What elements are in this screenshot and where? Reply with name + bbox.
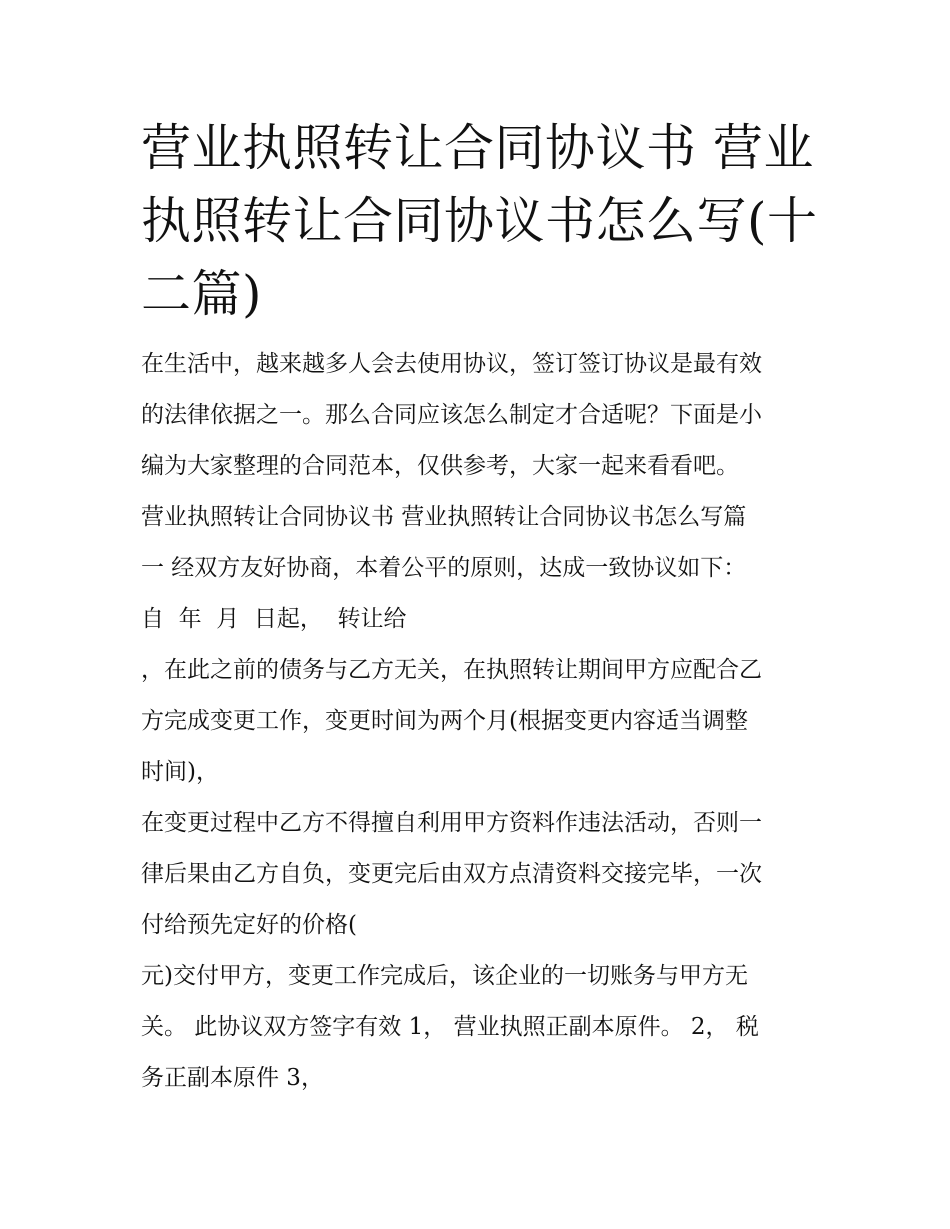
document-page [141,112,821,1104]
document-title: 营业执照转让合同协议书 营业执照转让合同协议书怎么写(十二篇) [141,119,818,323]
body-line-3: 编为大家整理的合同范本，仅供参考，大家一起来看看吧。 [141,453,739,479]
body-line-6: 自 年 月 日起， 转让给 [141,606,407,632]
body-line-7: ，在此之前的债务与乙方无关，在执照转让期间甲方应配合乙 [141,657,762,683]
body-line-1: 在生活中，越来越多人会去使用协议，签订签订协议是最有效 [141,351,762,377]
body-line-13: 元)交付甲方，变更工作完成后，该企业的一切账务与甲方无 [141,963,748,989]
body-line-2: 的法律依据之一。那么合同应该怎么制定才合适呢？下面是小 [141,402,762,428]
body-line-15: 务正副本原件 3， [141,1065,324,1091]
body-line-8: 方完成变更工作，变更时间为两个月(根据变更内容适当调整 [141,708,748,734]
body-line-9: 时间)， [141,759,219,785]
body-line-5: 一 经双方友好协商，本着公平的原则，达成一致协议如下： [141,555,747,581]
body-line-4: 营业执照转让合同协议书 营业执照转让合同协议书怎么写篇 [141,504,747,530]
body-line-14: 关。 此协议双方签字有效 1， 营业执照正副本原件。 2， 税 [141,1014,759,1040]
body-line-11: 律后果由乙方自负，变更完后由双方点清资料交接完毕，一次 [141,861,762,887]
document-body [141,339,821,1104]
body-line-10: 在变更过程中乙方不得擅自利用甲方资料作违法活动，否则一 [141,810,762,836]
body-line-12: 付给预先定好的价格( [141,912,357,938]
